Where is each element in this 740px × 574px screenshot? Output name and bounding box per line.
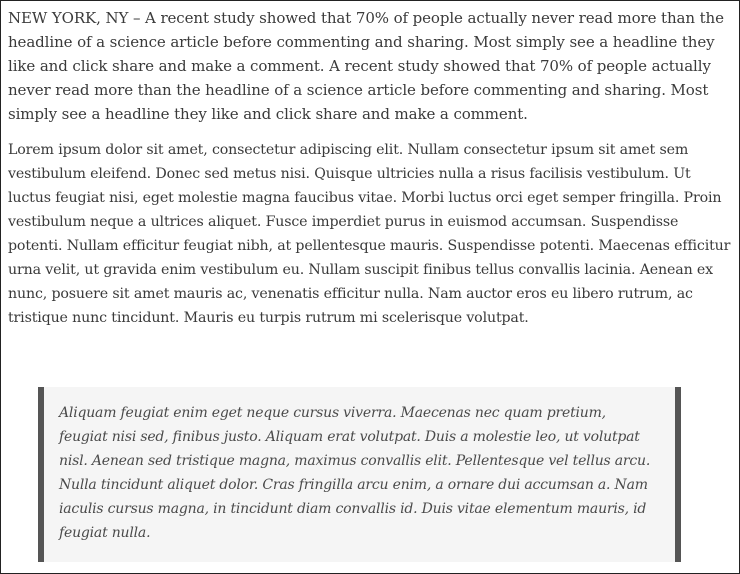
body-paragraph: Lorem ipsum dolor sit amet, consectetur adipiscing elit. Nullam consectetur ipsum sit amet sem vestibulum eleifend. Donec sed metus nisi. Quisque ultricies nulla a risus facilisis vestibulum. Ut luctus feugiat nisi, eget molestie magna faucibus vitae. Morbi luctus orci eget semper fringilla. Proin vestibulum neque a ultrices aliquet. Fusce imperdiet purus in euismod accumsan. Suspendisse potenti. Nullam efficitur feugiat nibh, at pellentesque mauris. Suspendisse potenti. Maecenas efficitur urna velit, ut gravida enim vestibulum eu. Nullam suscipit finibus tellus convallis lacinia. Aenean ex nunc, posuere sit amet mauris ac, venenatis efficitur nulla. Nam auctor eros eu libero rutrum, ac tristique nunc tincidunt. Mauris eu turpis rutrum mi scelerisque volutpat. [8, 142, 731, 326]
blockquote [38, 387, 681, 562]
blockquote-text: Aliquam feugiat enim eget neque cursus viverra. Maecenas nec quam pretium, feugiat nisi sed, finibus justo. Aliquam erat volutpat. Duis a molestie leo, ut volutpat nisl. Aenean sed tristique magna, maximus convallis elit. Pellentesque vel tellus arcu. Nulla tincidunt aliquet dolor. Cras fringilla arcu enim, a ornare dui accumsan a. Nam iaculis cursus magna, in tincidunt diam convallis id. Duis vitae elementum mauris, id feugiat nulla. [59, 405, 651, 541]
lead-paragraph: NEW YORK, NY – A recent study showed that 70% of people actually never read more than the headline of a science article before commenting and sharing. Most simply see a headline they like and click share and make a comment. A recent study showed that 70% of people actually never read more than the headline of a science article before commenting and sharing. Most simply see a headline they like and click share and make a comment. [8, 9, 724, 123]
